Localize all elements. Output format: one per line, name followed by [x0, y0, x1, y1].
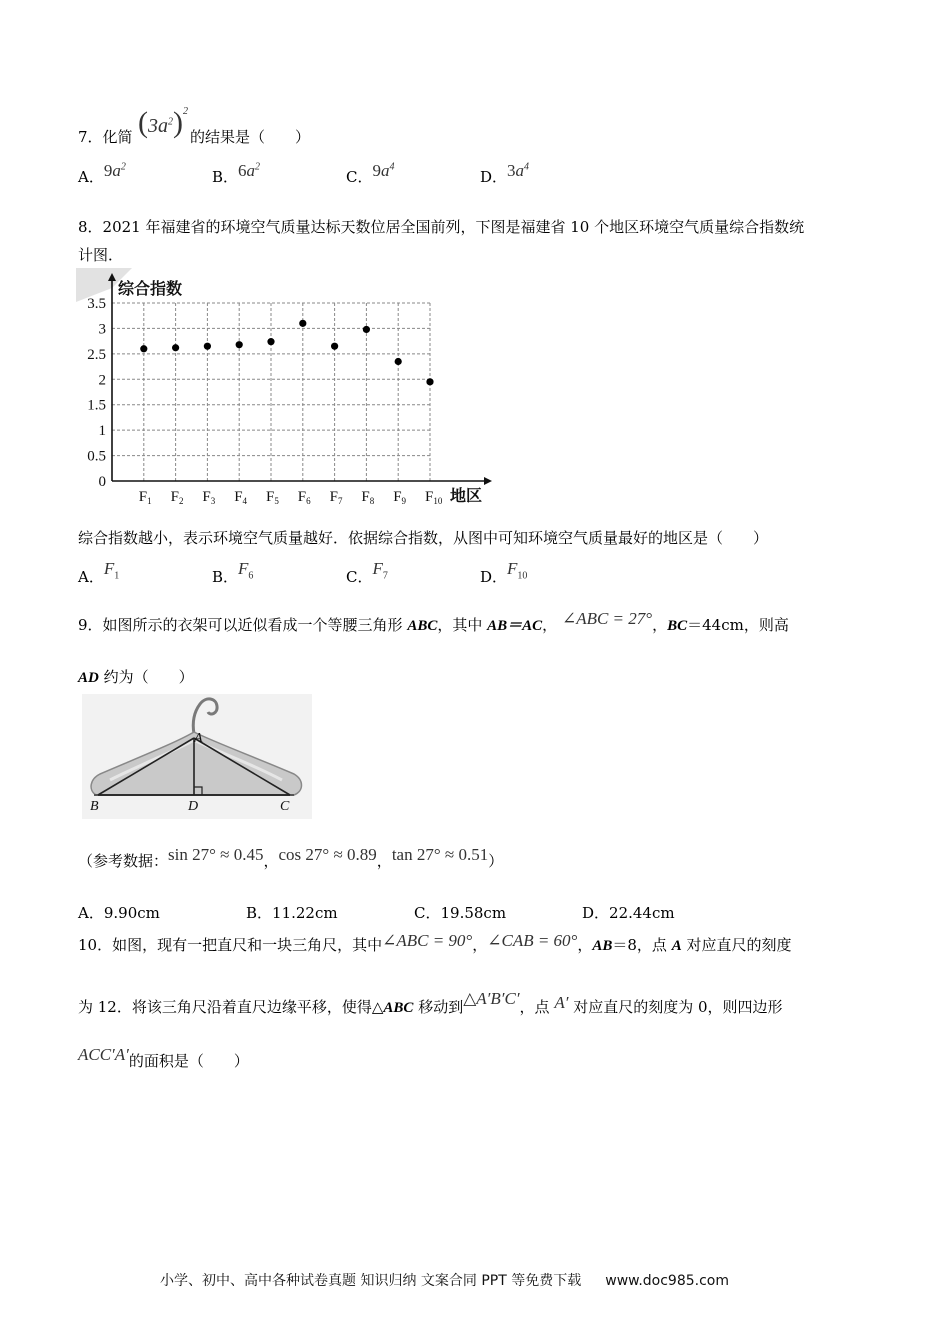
y-tick-label: 3.5 [87, 296, 106, 312]
footer-site: www.doc985.com [605, 1273, 729, 1289]
q7-expression: $(3a^2)^2$ [138, 106, 188, 139]
q10-line1: 10．如图，现有一把直尺和一块三角尺，其中∠ABC = 90°，∠CAB = 60°，AB＝8，点 A 对应直尺的刻度 [78, 931, 792, 954]
q7-expr-outer-exp: 2 [183, 106, 188, 118]
y-tick-label: 2 [98, 372, 106, 389]
y-tick-label: 3 [98, 321, 106, 338]
q7-option-c: C．$9a^4$ [346, 161, 395, 186]
x-tick-label: $F_5$ [266, 489, 279, 506]
data-point-f5 [267, 338, 274, 345]
y-tick-label: 0 [98, 474, 106, 490]
q9-reference-data: （参考数据：sin 27° ≈ 0.45，cos 27° ≈ 0.89，tan 27° ≈ 0.51） [78, 845, 504, 870]
x-tick-label: $F_9$ [393, 489, 407, 506]
q10-line3: ACC′A′的面积是（ ） [78, 1045, 249, 1070]
q9-option-a: A．9.90cm [78, 904, 160, 922]
x-tick-label: $F_{10}$ [425, 489, 443, 506]
q7-option-a: A．$9a^2$ [78, 161, 126, 186]
q7-option-d: D．$3a^4$ [480, 161, 530, 186]
q9-line2: AD 约为（ ） [78, 668, 194, 686]
q8-line1: 8．2021 年福建省的环境空气质量达标天数位居全国前列，下图是福建省 10 个地区环境空气质量综合指数统 [78, 218, 805, 236]
q8-line2: 计图． [78, 246, 124, 264]
q7-number: 7． [78, 128, 103, 146]
q8-option-a: A．$F_1$ [78, 559, 120, 586]
q8-option-d: D．$F_{10}$ [480, 559, 528, 586]
y-tick-label: 0.5 [87, 448, 106, 465]
q7-expr-inner-exp: 2 [168, 116, 173, 128]
data-point-f2 [172, 344, 179, 351]
x-tick-label: $F_6$ [297, 489, 311, 506]
q8-chart [72, 268, 492, 513]
label-c: C [280, 799, 290, 814]
x-tick-label: $F_7$ [329, 489, 343, 506]
x-tick-label: $F_1$ [138, 489, 152, 506]
data-point-f10 [426, 378, 433, 385]
q10-line2: 为 12．将该三角尺沿着直尺边缘平移，使得△ABC 移动到△A′B′C′，点 A′ 对应直尺的刻度为 0，则四边形 [78, 989, 783, 1016]
q9-hanger-figure [82, 694, 312, 819]
chart-axes [108, 273, 492, 485]
chart-x-label: 地区 [450, 486, 483, 505]
chart-y-ticks [87, 296, 106, 490]
q9-option-c: C．19.58cm [414, 904, 507, 922]
data-point-f6 [299, 320, 306, 327]
x-tick-label: $F_2$ [170, 489, 184, 506]
data-point-f9 [395, 358, 402, 365]
page-footer [160, 1270, 729, 1290]
data-point-f1 [140, 345, 147, 352]
chart-x-ticks [139, 489, 443, 506]
chart-points [140, 320, 433, 386]
y-tick-label: 1.5 [87, 397, 106, 414]
chart-grid [112, 303, 430, 481]
x-tick-label: $F_8$ [361, 489, 375, 506]
q7-option-b: B．$6a^2$ [212, 161, 261, 186]
q9-line1: 9．如图所示的衣架可以近似看成一个等腰三角形 ABC，其中 AB＝AC， ∠ABC = 27°，BC＝44cm，则高 [78, 609, 789, 634]
data-point-f7 [331, 343, 338, 350]
data-point-f8 [363, 326, 370, 333]
q7-post: 的结果是（ ） [190, 128, 311, 146]
x-tick-label: $F_4$ [234, 489, 248, 506]
q9-option-b: B．11.22cm [246, 904, 338, 922]
data-point-f3 [204, 343, 211, 350]
q7-stem [78, 126, 133, 147]
q8-after: 综合指数越小，表示环境空气质量越好．依据综合指数，从图中可知环境空气质量最好的地区是（ ） [78, 529, 769, 547]
y-tick-label: 2.5 [87, 346, 106, 363]
data-point-f4 [236, 341, 243, 348]
chart-y-label: 综合指数 [118, 279, 183, 298]
q9-option-d: D．22.44cm [582, 904, 675, 922]
q8-option-c: C．$F_7$ [346, 559, 388, 586]
label-b: B [90, 799, 99, 814]
x-axis-arrow [484, 477, 492, 485]
q7-expr-base: 3a [148, 115, 168, 137]
footer-text: 小学、初中、高中各种试卷真题 知识归纳 文案合同 PPT 等免费下载 [160, 1273, 582, 1289]
q7-pre: 化简 [102, 128, 133, 146]
label-d: D [188, 799, 199, 814]
q8-option-b: B．$F_6$ [212, 559, 254, 586]
y-tick-label: 1 [98, 423, 106, 440]
label-a: A [194, 731, 203, 746]
x-tick-label: $F_3$ [202, 489, 216, 506]
